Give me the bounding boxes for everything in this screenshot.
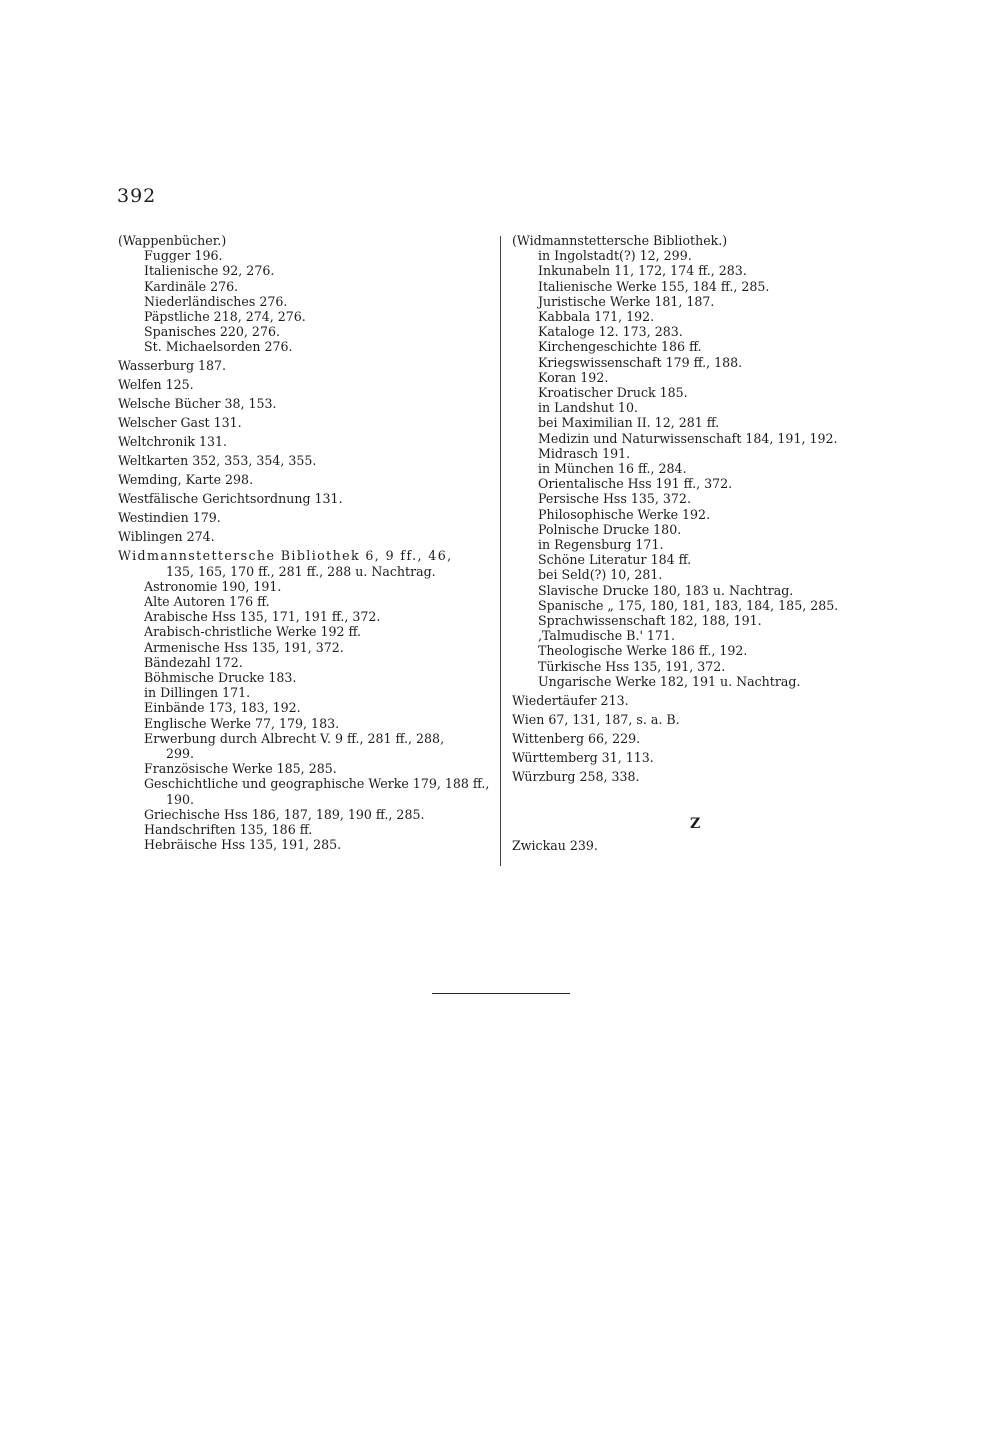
index-entry: Würzburg 258, 338. [512,768,640,784]
index-entry: Westindien 179. [118,510,221,526]
index-subentry: Inkunabeln 11, 172, 174 ff., 283. [538,263,747,279]
index-entry: Welsche Bücher 38, 153. [118,396,277,412]
index-subentry: Orientalische Hss 191 ff., 372. [538,476,733,492]
index-entry-continuation: 190. [166,791,195,807]
index-subentry: Slavische Drucke 180, 183 u. Nachtrag. [538,582,794,598]
index-subentry: Schöne Literatur 184 ff. [538,552,692,568]
index-subentry: Italienische Werke 155, 184 ff., 285. [538,278,770,294]
index-entry: Wien 67, 131, 187, s. a. B. [512,711,680,727]
index-subentry: Päpstliche 218, 274, 276. [144,309,306,325]
index-entry-continuation: 299. [166,746,195,762]
index-subentry: Philosophische Werke 192. [538,506,711,522]
index-entry: (Wappenbücher.) [118,233,227,248]
index-subentry: Arabisch-christliche Werke 192 ff. [144,624,362,640]
index-subentry: ‚Talmudische B.' 171. [538,628,675,644]
index-entry: (Widmannstettersche Bibliothek.) [512,233,728,248]
index-subentry: bei Seld(?) 10, 281. [538,567,663,583]
index-subentry: Medizin und Naturwissenschaft 184, 191, 192. [538,430,838,446]
index-entry: Wiblingen 274. [118,529,215,545]
index-subentry: Geschichtliche und geographische Werke 179, 188 ff., [144,776,490,792]
index-column-right [512,233,892,784]
index-entry: Wasserburg 187. [118,358,227,374]
index-subentry: in Landshut 10. [538,400,638,416]
column-divider [500,236,501,866]
index-entry: Weltkarten 352, 353, 354, 355. [118,453,317,469]
end-rule [432,993,570,994]
index-subentry: Englische Werke 77, 179, 183. [144,715,340,731]
index-entry: Württemberg 31, 113. [512,749,654,765]
index-subentry: Alte Autoren 176 ff. [144,594,270,610]
index-subentry: Hebräische Hss 135, 191, 285. [144,837,342,853]
index-subentry: Bändezahl 172. [144,654,243,670]
index-entry: Weltchronik 131. [118,434,228,450]
index-column-left [118,233,498,852]
index-subentry: Astronomie 190, 191. [144,578,282,594]
index-subentry: bei Maximilian II. 12, 281 ff. [538,415,720,431]
index-subentry: Midrasch 191. [538,445,631,461]
index-subentry: Türkische Hss 135, 191, 372. [538,658,726,674]
index-subentry: Ungarische Werke 182, 191 u. Nachtrag. [538,673,801,689]
index-subentry: Sprachwissenschaft 182, 188, 191. [538,613,762,629]
index-subentry: Kriegswissenschaft 179 ff., 188. [538,354,743,370]
index-subentry: Erwerbung durch Albrecht V. 9 ff., 281 ff., 288, [144,730,445,746]
index-entry: Wemding, Karte 298. [118,472,254,488]
index-subentry: Armenische Hss 135, 191, 372. [144,639,344,655]
index-subentry: Griechische Hss 186, 187, 189, 190 ff., 285. [144,806,425,822]
index-subentry: Kirchengeschichte 186 ff. [538,339,702,355]
index-subentry: Spanische „ 175, 180, 181, 183, 184, 185, 285. [538,597,839,613]
index-subentry: Spanisches 220, 276. [144,324,280,340]
index-entry: Wittenberg 66, 229. [512,730,641,746]
index-entry-continuation: 135, 165, 170 ff., 281 ff., 288 u. Nachtrag. [166,563,436,579]
section-letter-heading: Z [690,816,701,832]
index-subentry: Handschriften 135, 186 ff. [144,822,313,838]
index-entry: Wiedertäufer 213. [512,692,629,708]
page-number: 392 [117,185,157,207]
index-subentry: St. Michaelsorden 276. [144,339,293,355]
index-subentry: Koran 192. [538,369,609,385]
index-subentry: Arabische Hss 135, 171, 191 ff., 372. [144,609,381,625]
index-subentry: in Regensburg 171. [538,537,664,553]
index-subentry: in Dillingen 171. [144,685,251,701]
index-subentry: Polnische Drucke 180. [538,521,682,537]
index-subentry: Einbände 173, 183, 192. [144,700,301,716]
index-subentry: Italienische 92, 276. [144,263,275,279]
index-subentry: Theologische Werke 186 ff., 192. [538,643,748,659]
index-subentry: Böhmische Drucke 183. [144,670,297,686]
index-subentry: Fugger 196. [144,248,223,264]
index-subentry: Französische Werke 185, 285. [144,761,337,777]
index-entry: Welfen 125. [118,377,194,393]
index-subentry: Kabbala 171, 192. [538,309,655,325]
index-subentry: Kardinäle 276. [144,278,239,294]
index-subentry: Persische Hss 135, 372. [538,491,691,507]
index-subentry: Niederländisches 276. [144,293,288,309]
index-entry-zwickau: Zwickau 239. [512,838,598,853]
index-subentry: Juristische Werke 181, 187. [538,293,715,309]
index-entry: Widmannstettersche Bibliothek 6, 9 ff., 46, [118,548,453,564]
index-subentry: in Ingolstadt(?) 12, 299. [538,248,692,264]
index-subentry: in München 16 ff., 284. [538,461,687,477]
index-subentry: Kataloge 12. 173, 283. [538,324,683,340]
index-entry: Westfälische Gerichtsordnung 131. [118,491,343,507]
index-subentry: Kroatischer Druck 185. [538,385,688,401]
index-entry: Welscher Gast 131. [118,415,242,431]
